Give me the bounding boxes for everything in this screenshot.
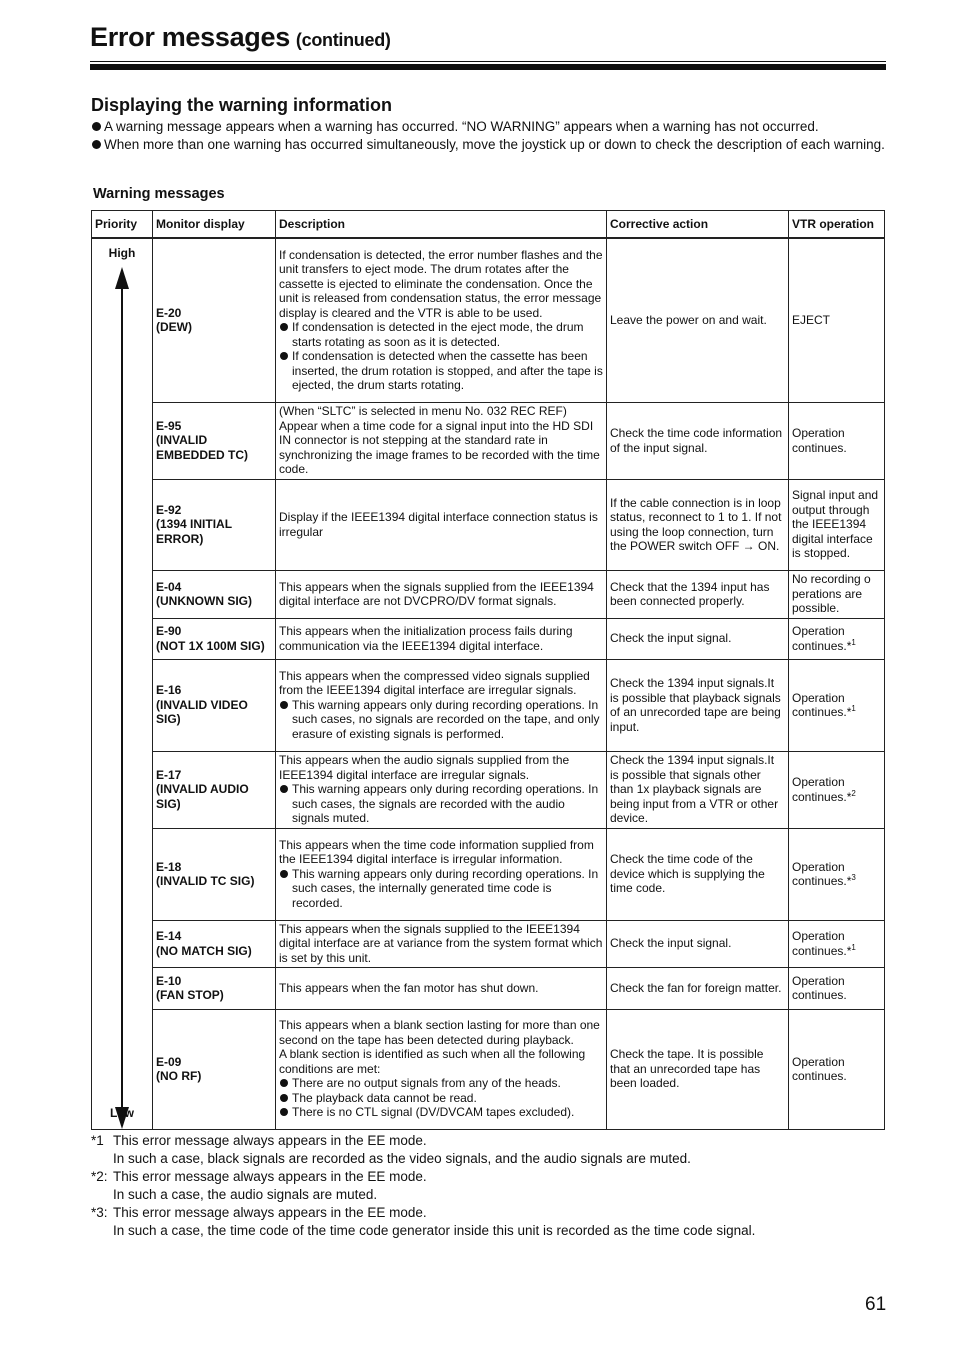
corrective-action-cell: Check that the 1394 input has been connected properly. (607, 570, 789, 618)
vtr-operation-cell: Operation continues. (789, 967, 885, 1009)
description-cell: This appears when the signals supplied from the IEEE1394 digital interface are not DVCPRO/DV format signals. (276, 570, 607, 618)
priority-arrow-icon (114, 267, 130, 1129)
table-row (92, 238, 885, 402)
table-row (92, 751, 885, 828)
header-monitor-display: Monitor display (153, 211, 276, 239)
monitor-display-cell: E-92 (1394 INITIAL ERROR) (153, 479, 276, 570)
priority-low-label: Low (110, 1106, 134, 1120)
section-title: Displaying the warning information (91, 95, 393, 115)
vtr-operation-cell: Operation continues.*$^3$ (789, 828, 885, 920)
description-cell: This appears when the initialization process fails during communication via the IEEE1394 digital interface. (276, 618, 607, 659)
corrective-action-cell: Check the 1394 input signals.It is possible that signals other than 1x playback signals are being input from a VTR or other device. (607, 751, 789, 828)
corrective-action-cell: Check the fan for foreign matter. (607, 967, 789, 1009)
footnote: *2: This error message always appears in the EE mode. In such a case, the audio signals are muted. (91, 1169, 427, 1202)
vtr-operation-cell: EJECT (789, 238, 885, 402)
description-cell: This appears when the fan motor has shut down. (276, 967, 607, 1009)
description-cell: This appears when the signals supplied to the IEEE1394 digital interface are at variance from the system format which is set by this unit. (276, 920, 607, 967)
corrective-action-cell: Check the 1394 input signals.It is possible that playback signals of an unrecorded tape are being input. (607, 659, 789, 751)
priority-high-label: High (108, 246, 136, 260)
table-title: Warning messages (93, 186, 225, 202)
corrective-action-cell: Check the tape. It is possible that an unrecorded tape has been loaded. (607, 1009, 789, 1129)
intro-bullet: A warning message appears when a warning has occurred. “NO WARNING” appears when a warning has not occurred. (91, 118, 889, 136)
header-rule-thin (90, 61, 886, 62)
monitor-display-cell: E-17 (INVALID AUDIO SIG) (153, 751, 276, 828)
page-header (90, 22, 886, 53)
vtr-operation-cell: Operation continues.*$^2$ (789, 751, 885, 828)
vtr-operation-cell: Operation continues. (789, 402, 885, 479)
vtr-operation-cell: Operation continues.*$^1$ (789, 920, 885, 967)
table-row (92, 967, 885, 1009)
corrective-action-cell: If the cable connection is in loop status, reconnect to 1 to 1. If not using the loop connection, turn the POWER switch OFF → ON. (607, 479, 789, 570)
table-row (92, 618, 885, 659)
footnote: *1 This error message always appears in the EE mode. In such a case, black signals are recorded as the video signals, and the audio signals are muted. (91, 1133, 691, 1166)
corrective-action-cell: Check the input signal. (607, 920, 789, 967)
corrective-action-cell: Leave the power on and wait. (607, 238, 789, 402)
table-row (92, 402, 885, 479)
description-cell: This appears when the compressed video signals supplied from the IEEE1394 digital interface are irregular signals. This warning appears only during recording operations. In such cases, no signals are recorded on the tape, and only erasure of existing signals is performed. (276, 659, 607, 751)
monitor-display-cell: E-14 (NO MATCH SIG) (153, 920, 276, 967)
description-cell: If condensation is detected, the error number flashes and the unit transfers to eject mode. The drum rotates after the cassette is ejected to eliminate the condensation. Once the unit is released from condensation status, the error message display is cleared and the VTR is able to be used. If condensation is detected in the eject mode, the drum starts rotating as soon as it is detected. If condensation is detected when the cassette has been inserted, the drum rotation is stopped, and after the tape is ejected, the drum starts rotating. (276, 238, 607, 402)
header-description: Description (276, 211, 607, 239)
header-rule-thick (90, 64, 886, 70)
description-cell: This appears when a blank section lasting for more than one second on the tape has been detected during playback. A blank section is identified as such when all the following conditions are met: There are no output signals from any of the heads. The playback data cannot be read. There is no CTL signal (DV/DVCAM tapes excluded). (276, 1009, 607, 1129)
table-row (92, 1009, 885, 1129)
monitor-display-cell: E-10 (FAN STOP) (153, 967, 276, 1009)
intro-bullets (91, 118, 889, 154)
page-title: Error messages (continued) (90, 22, 391, 52)
monitor-display-cell: E-20 (DEW) (153, 238, 276, 402)
header-vtr-operation: VTR operation (789, 211, 885, 239)
table-row (92, 920, 885, 967)
vtr-operation-cell: Operation continues.*$^1$ (789, 618, 885, 659)
vtr-operation-cell: Signal input and output through the IEEE1394 digital interface is stopped. (789, 479, 885, 570)
table-row (92, 828, 885, 920)
warning-messages-table (91, 210, 885, 1130)
corrective-action-cell: Check the input signal. (607, 618, 789, 659)
header-priority: Priority (92, 211, 153, 239)
title-continued: (continued) (295, 30, 391, 50)
vtr-operation-cell: No recording o perations are possible. (789, 570, 885, 618)
table-row (92, 570, 885, 618)
table-row (92, 659, 885, 751)
description-cell: This appears when the audio signals supplied from the IEEE1394 digital interface are irregular signals. This warning appears only during recording operations. In such cases, the signals are recorded with the audio signals muted. (276, 751, 607, 828)
footnote: *3: This error message always appears in the EE mode. In such a case, the time code of the time code generator inside this unit is recorded as the time code signal. (91, 1205, 756, 1238)
description-cell: (When “SLTC” is selected in menu No. 032 REC REF) Appear when a time code for a signal input into the HD SDI IN connector is not stepping at the standard rate in synchronizing the image frames to be recorded with the time code. (276, 402, 607, 479)
monitor-display-cell: E-90 (NOT 1X 100M SIG) (153, 618, 276, 659)
table-row (92, 479, 885, 570)
footnotes (91, 1132, 891, 1240)
monitor-display-cell: E-04 (UNKNOWN SIG) (153, 570, 276, 618)
description-cell: Display if the IEEE1394 digital interface connection status is irregular (276, 479, 607, 570)
header-corrective-action: Corrective action (607, 211, 789, 239)
monitor-display-cell: E-18 (INVALID TC SIG) (153, 828, 276, 920)
corrective-action-cell: Check the time code information of the input signal. (607, 402, 789, 479)
page-number: 61 (865, 1294, 887, 1315)
monitor-display-cell: E-09 (NO RF) (153, 1009, 276, 1129)
description-cell: This appears when the time code information supplied from the IEEE1394 digital interface is irregular information. This warning appears only during recording operations. In such cases, the internally generated time code is recorded. (276, 828, 607, 920)
vtr-operation-cell: Operation continues.*$^1$ (789, 659, 885, 751)
table-header-row (92, 211, 885, 239)
intro-bullet: When more than one warning has occurred simultaneously, move the joystick up or down to check the description of each warning. (91, 136, 889, 154)
monitor-display-cell: E-16 (INVALID VIDEO SIG) (153, 659, 276, 751)
priority-column (92, 238, 153, 1129)
vtr-operation-cell: Operation continues. (789, 1009, 885, 1129)
monitor-display-cell: E-95 (INVALID EMBEDDED TC) (153, 402, 276, 479)
corrective-action-cell: Check the time code of the device which is supplying the time code. (607, 828, 789, 920)
